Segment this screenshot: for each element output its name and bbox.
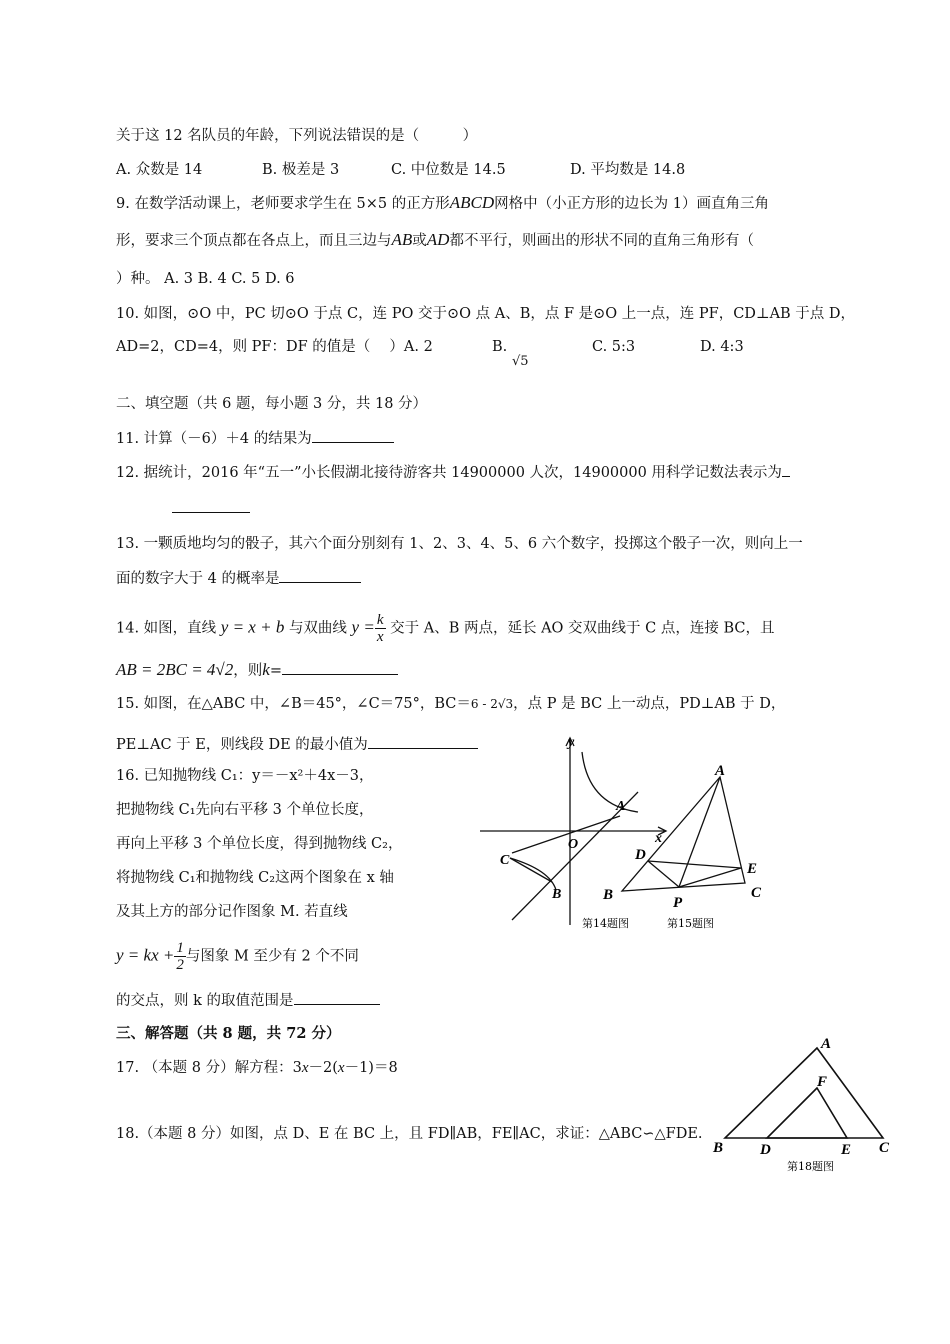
q13-line2: 面的数字大于 4 的概率是: [116, 568, 361, 589]
q10-option-d: D. 4:3: [700, 339, 744, 355]
q16-line1: 16. 已知抛物线 C₁：y＝－x²＋4x－3，: [116, 768, 374, 784]
fig18-caption: 第18题图: [787, 1160, 834, 1173]
q9-line1: 9. 在数学活动课上，老师要求学生在 5×5 的正方形ABCD网格中（小正方形的边长为 1）画直角三角: [116, 193, 769, 212]
fig15-label-D: D: [635, 847, 646, 863]
segment-AP: [679, 777, 720, 887]
q16-line7: 的交点，则 k 的取值范围是: [116, 990, 380, 1011]
q16-line2: 把抛物线 C₁先向右平移 3 个单位长度，: [116, 802, 374, 818]
fig15-caption: 第15题图: [667, 917, 714, 930]
q8-option-d: D. 平均数是 14.8: [570, 162, 686, 178]
q17: 17. （本题 8 分）解方程：3x－2(x－1)＝8: [116, 1060, 398, 1076]
q12-blank-line[interactable]: [172, 498, 250, 519]
q10-option-b: B.: [492, 339, 508, 355]
fig18-label-F: F: [817, 1074, 828, 1090]
segment-CB: [510, 858, 552, 882]
fig15-label-C: C: [751, 885, 762, 901]
fig15-label-P: P: [673, 895, 683, 911]
fig18-label-A: A: [821, 1036, 832, 1052]
q14-fraction: $\frac{k}{x}$: [376, 612, 384, 645]
figure-18: [705, 1030, 905, 1180]
fig15-label-A: A: [715, 765, 726, 779]
q14-line2: AB = 2BC = 4√2，则k=: [116, 660, 398, 681]
answer-blank[interactable]: [368, 734, 478, 749]
fig18-label-C: C: [879, 1140, 890, 1156]
segment-DE: [648, 861, 741, 868]
section-2-heading: 二、填空题（共 6 题，每小题 3 分，共 18 分）: [116, 396, 428, 412]
fig18-label-B: B: [713, 1140, 724, 1156]
q14-line1: 14. 如图，直线 y = x + b 与双曲线 y = $\frac{k}{x}$ 交于 A、B 两点，延长 AO 交双曲线于 C 点，连接 BC，且: [116, 612, 775, 645]
q16-fraction: $\frac{1}{2}$: [176, 940, 184, 973]
fig14-label-C: C: [500, 853, 510, 868]
q8-option-c: C. 中位数是 14.5: [391, 162, 506, 178]
fig15-label-B: B: [603, 887, 614, 903]
q9-line2: 形，要求三个顶点都在各点上，而且三边与AB或AD都不平行，则画出的形状不同的直角三角形有（: [116, 230, 754, 249]
fig18-label-E: E: [841, 1142, 852, 1158]
q16-line3: 再向上平移 3 个单位长度，得到抛物线 C₂，: [116, 836, 403, 852]
q13-line1: 13. 一颗质地均匀的骰子，其六个面分别刻有 1、2、3、4、5、6 六个数字，投掷这个骰子一次，则向上一: [116, 536, 803, 552]
q12: 12. 据统计，2016 年“五一”小长假湖北接待游客共 14900000 人次，14900000 用科学记数法表示为: [116, 462, 790, 483]
q11: 11. 计算（－6）＋4 的结果为: [116, 428, 394, 449]
answer-blank[interactable]: [782, 462, 790, 477]
fig14-label-B: B: [552, 887, 562, 902]
figure-15: [595, 765, 785, 935]
answer-blank[interactable]: [294, 990, 380, 1005]
q8-stem: 关于这 12 名队员的年龄，下列说法错误的是（ ）: [116, 128, 478, 144]
q8-option-a: A. 众数是 14: [116, 162, 203, 178]
q16-line4: 将抛物线 C₁和抛物线 C₂这两个图象在 x 轴: [116, 870, 394, 886]
segment-DP: [648, 861, 679, 887]
fig15-label-E: E: [747, 861, 758, 877]
triangle-ABC: [725, 1048, 883, 1138]
hyperbola-branch-2: [510, 858, 556, 890]
q8-option-b: B. 极差是 3: [262, 162, 340, 178]
q16-line6: y = kx + $\frac{1}{2}$ 与图象 M 至少有 2 个不同: [116, 940, 359, 973]
q10-option-c: C. 5:3: [592, 339, 636, 355]
q16-line5: 及其上方的部分记作图象 M. 若直线: [116, 904, 348, 920]
fig14-label-A: A: [616, 799, 626, 814]
answer-blank[interactable]: [282, 660, 398, 675]
fig14-caption: 第14题图: [582, 917, 629, 930]
fig18-label-D: D: [760, 1142, 771, 1158]
q15-line1: 15. 如图，在△ABC 中，∠B＝45°，∠C＝75°，BC＝6 - 2√3，点 P 是 BC 上一动点，PD⊥AB 于 D，: [116, 696, 786, 712]
fig14-label-y: y: [568, 735, 575, 750]
fig14-label-O: O: [568, 837, 579, 852]
answer-blank[interactable]: [312, 428, 394, 443]
q10-option-b-value: √5: [512, 354, 529, 369]
q15-line2: PE⊥AC 于 E，则线段 DE 的最小值为: [116, 734, 478, 755]
q18: 18.（本题 8 分）如图，点 D、E 在 BC 上，且 FD∥AB，FE∥AC，求证：△ABC∽△FDE.: [116, 1126, 703, 1142]
q10-line1: 10. 如图，⊙O 中，PC 切⊙O 于点 C，连 PO 交于⊙O 点 A、B，点 F 是⊙O 上一点，连 PF，CD⊥AB 于点 D，: [116, 306, 856, 322]
section-3-heading: 三、解答题（共 8 题，共 72 分）: [116, 1025, 341, 1042]
fig14-label-x: x: [655, 831, 662, 846]
q9-line3: ）种。 A. 3 B. 4 C. 5 D. 6: [116, 271, 295, 287]
answer-blank[interactable]: [279, 568, 361, 583]
triangle-FDE: [767, 1088, 847, 1138]
q10-line2: AD=2，CD=4，则 PF：DF 的值是（ ）A. 2: [116, 339, 433, 355]
